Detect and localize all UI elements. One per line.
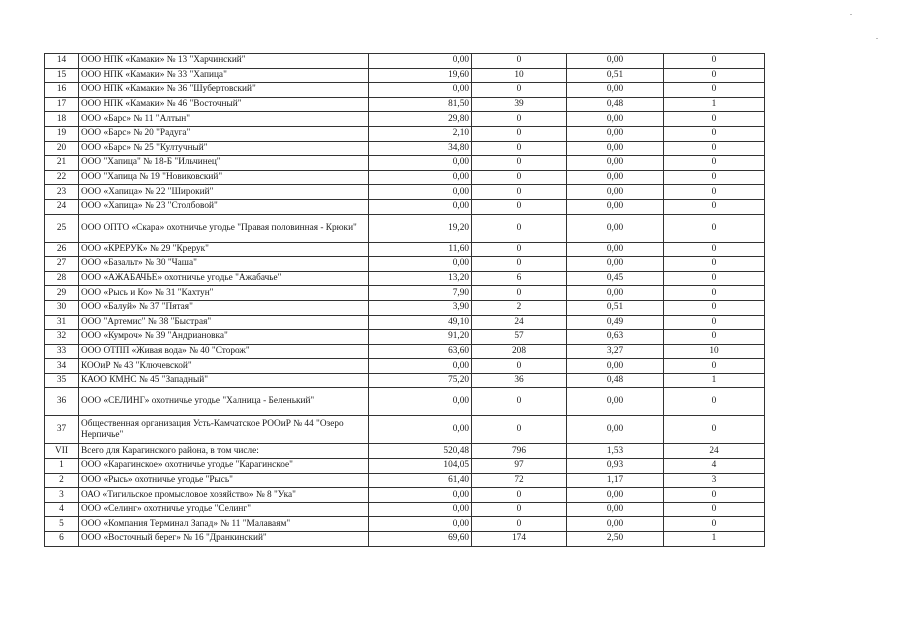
row-value-density: 0,00: [567, 83, 664, 98]
row-number: 20: [45, 141, 79, 156]
row-number: 19: [45, 126, 79, 141]
row-organization: КАОО КМНС № 45 "Западный": [79, 373, 369, 388]
row-value-count: 2: [472, 300, 567, 315]
row-organization: ООО «Барс» № 11 "Алтын": [79, 112, 369, 127]
row-value-quota: 0: [664, 242, 765, 257]
row-number: 31: [45, 315, 79, 330]
row-organization: ООО «КРЕРУК» № 29 "Крерук": [79, 242, 369, 257]
table-row: [45, 300, 765, 315]
row-number: 15: [45, 68, 79, 83]
row-number: 2: [45, 473, 79, 488]
row-value-count: 0: [472, 170, 567, 185]
row-value-quota: 0: [664, 83, 765, 98]
row-value-quota: 0: [664, 388, 765, 416]
row-value-quota: 4: [664, 459, 765, 474]
row-value-density: 0,00: [567, 517, 664, 532]
row-value-quota: 0: [664, 359, 765, 374]
row-number: 25: [45, 214, 79, 242]
row-organization: ООО «Хапица» № 22 "Широкий": [79, 185, 369, 200]
row-value-quota: 1: [664, 373, 765, 388]
row-value-quota: 0: [664, 330, 765, 345]
row-value-area: 0,00: [369, 185, 472, 200]
row-value-density: 0,00: [567, 286, 664, 301]
table-row: [45, 488, 765, 503]
table-row: [45, 330, 765, 345]
row-value-density: 0,00: [567, 141, 664, 156]
row-value-area: 34,80: [369, 141, 472, 156]
row-value-count: 208: [472, 344, 567, 359]
row-value-count: 0: [472, 199, 567, 214]
row-value-area: 75,20: [369, 373, 472, 388]
table-row: [45, 416, 765, 444]
row-number: 32: [45, 330, 79, 345]
row-value-quota: 0: [664, 54, 765, 69]
row-organization: ООО "Артемис" № 38 "Быстрая": [79, 315, 369, 330]
row-value-density: 0,00: [567, 416, 664, 444]
table-row: [45, 54, 765, 69]
row-value-area: 61,40: [369, 473, 472, 488]
row-value-area: 11,60: [369, 242, 472, 257]
row-value-area: 520,48: [369, 444, 472, 459]
row-value-count: 0: [472, 388, 567, 416]
row-value-density: 0,00: [567, 156, 664, 171]
row-organization: ООО «Рысь» охотничье угодье "Рысь": [79, 473, 369, 488]
row-value-density: 0,49: [567, 315, 664, 330]
row-number: 37: [45, 416, 79, 444]
row-value-density: 0,48: [567, 373, 664, 388]
row-value-area: 0,00: [369, 199, 472, 214]
row-number: 3: [45, 488, 79, 503]
row-number: 23: [45, 185, 79, 200]
row-value-density: 0,51: [567, 300, 664, 315]
row-value-density: 0,00: [567, 502, 664, 517]
row-number: 29: [45, 286, 79, 301]
row-value-density: 0,00: [567, 185, 664, 200]
row-value-count: 36: [472, 373, 567, 388]
row-value-count: 57: [472, 330, 567, 345]
row-value-area: 0,00: [369, 488, 472, 503]
row-value-density: 0,00: [567, 54, 664, 69]
table-row: [45, 388, 765, 416]
row-value-area: 49,10: [369, 315, 472, 330]
row-value-density: 0,63: [567, 330, 664, 345]
row-value-count: 0: [472, 517, 567, 532]
row-number: 36: [45, 388, 79, 416]
row-value-count: 0: [472, 286, 567, 301]
row-value-area: 19,60: [369, 68, 472, 83]
row-number: 1: [45, 459, 79, 474]
row-value-area: 104,05: [369, 459, 472, 474]
row-value-area: 0,00: [369, 388, 472, 416]
row-value-count: 0: [472, 54, 567, 69]
row-organization: ООО «СЕЛИНГ» охотничье угодье "Халница - Беленький": [79, 388, 369, 416]
row-value-count: 0: [472, 257, 567, 272]
row-number: 5: [45, 517, 79, 532]
row-value-density: 0,00: [567, 112, 664, 127]
row-value-count: 0: [472, 83, 567, 98]
row-number: 30: [45, 300, 79, 315]
table-row: [45, 170, 765, 185]
row-value-count: 0: [472, 214, 567, 242]
row-organization: ООО "Хапица № 19 "Новиковский": [79, 170, 369, 185]
row-value-quota: 0: [664, 199, 765, 214]
row-value-quota: 0: [664, 315, 765, 330]
row-value-quota: 0: [664, 112, 765, 127]
row-organization: ООО НПК «Камаки» № 13 "Харчинский": [79, 54, 369, 69]
row-value-quota: 0: [664, 502, 765, 517]
row-organization: ООО «Селинг» охотничье угодье "Селинг": [79, 502, 369, 517]
row-value-density: 0,00: [567, 170, 664, 185]
row-value-area: 0,00: [369, 359, 472, 374]
row-value-area: 3,90: [369, 300, 472, 315]
row-organization: ООО «Балуй» № 37 "Пятая": [79, 300, 369, 315]
row-organization: ОАО «Тигильское промысловое хозяйство» № 8 "Ука": [79, 488, 369, 503]
table-row: [45, 459, 765, 474]
row-value-density: 2,50: [567, 532, 664, 547]
row-value-count: 0: [472, 488, 567, 503]
table-row: [45, 517, 765, 532]
table-row: [45, 359, 765, 374]
row-value-area: 69,60: [369, 532, 472, 547]
table-row: [45, 68, 765, 83]
row-number: 17: [45, 97, 79, 112]
row-organization: ООО «Барс» № 20 "Радуга": [79, 126, 369, 141]
row-organization: ООО «Кумроч» № 39 "Андриановка": [79, 330, 369, 345]
row-organization: Общественная организация Усть-Камчатское РООиР № 44 "Озеро Нерпичье": [79, 416, 369, 444]
row-number: 27: [45, 257, 79, 272]
row-value-density: 1,17: [567, 473, 664, 488]
row-value-quota: 0: [664, 286, 765, 301]
row-value-density: 1,53: [567, 444, 664, 459]
row-organization: ООО «Базальт» № 30 "Чаша": [79, 257, 369, 272]
row-value-area: 19,20: [369, 214, 472, 242]
row-value-count: 0: [472, 502, 567, 517]
table-row: [45, 83, 765, 98]
row-value-density: 0,00: [567, 242, 664, 257]
row-value-density: 0,00: [567, 488, 664, 503]
row-value-area: 81,50: [369, 97, 472, 112]
table-body: [45, 54, 765, 547]
row-number: 34: [45, 359, 79, 374]
row-value-area: 0,00: [369, 257, 472, 272]
row-value-quota: 0: [664, 300, 765, 315]
row-organization: ООО НПК «Камаки» № 33 "Хапица": [79, 68, 369, 83]
row-value-count: 72: [472, 473, 567, 488]
row-value-count: 0: [472, 359, 567, 374]
row-number: 4: [45, 502, 79, 517]
row-value-density: 0,00: [567, 257, 664, 272]
row-value-area: 13,20: [369, 271, 472, 286]
row-value-density: 0,00: [567, 214, 664, 242]
table-row: [45, 112, 765, 127]
row-value-density: 0,45: [567, 271, 664, 286]
row-value-area: 7,90: [369, 286, 472, 301]
row-value-quota: 0: [664, 68, 765, 83]
row-value-count: 0: [472, 416, 567, 444]
row-value-area: 29,80: [369, 112, 472, 127]
row-value-count: 97: [472, 459, 567, 474]
row-organization: ООО «Компания Терминал Запад» № 11 "Малаваям": [79, 517, 369, 532]
row-number: 35: [45, 373, 79, 388]
row-value-density: 0,93: [567, 459, 664, 474]
row-value-count: 0: [472, 141, 567, 156]
row-value-count: 0: [472, 156, 567, 171]
row-value-area: 63,60: [369, 344, 472, 359]
row-value-area: 91,20: [369, 330, 472, 345]
row-value-count: 10: [472, 68, 567, 83]
row-value-density: 0,48: [567, 97, 664, 112]
table-row: [45, 344, 765, 359]
row-value-quota: 0: [664, 214, 765, 242]
data-table: [44, 53, 765, 547]
row-number: 14: [45, 54, 79, 69]
row-value-density: 0,00: [567, 126, 664, 141]
table-row: [45, 257, 765, 272]
row-value-density: 0,51: [567, 68, 664, 83]
row-value-quota: 0: [664, 156, 765, 171]
row-organization: ООО «Барс» № 25 "Култучный": [79, 141, 369, 156]
row-organization: ООО «Рысь и Ко» № 31 "Кахтун": [79, 286, 369, 301]
row-value-count: 0: [472, 185, 567, 200]
row-organization: ООО НПК «Камаки» № 36 "Шубертовский": [79, 83, 369, 98]
table-row: [45, 315, 765, 330]
table-row: [45, 373, 765, 388]
row-value-density: 0,00: [567, 388, 664, 416]
row-number: 16: [45, 83, 79, 98]
table-row: [45, 199, 765, 214]
table-row: [45, 502, 765, 517]
table-row: [45, 271, 765, 286]
row-organization: ООО «Карагинское» охотничье угодье "Карагинское": [79, 459, 369, 474]
row-value-area: 0,00: [369, 170, 472, 185]
row-number: 18: [45, 112, 79, 127]
row-value-quota: 24: [664, 444, 765, 459]
row-organization: ООО «Восточный берег» № 16 "Дранкинский": [79, 532, 369, 547]
table-row: [45, 141, 765, 156]
row-value-count: 24: [472, 315, 567, 330]
row-organization: КООиР № 43 "Ключевской": [79, 359, 369, 374]
row-organization: ООО «АЖАБАЧЬЕ» охотничье угодье "Ажабачье": [79, 271, 369, 286]
table-row: [45, 214, 765, 242]
row-organization: Всего для Карагинского района, в том числе:: [79, 444, 369, 459]
table-row: [45, 532, 765, 547]
row-value-quota: 0: [664, 488, 765, 503]
row-number: 21: [45, 156, 79, 171]
table-row: [45, 156, 765, 171]
row-value-quota: 0: [664, 126, 765, 141]
row-number: 24: [45, 199, 79, 214]
scan-speck: [876, 38, 878, 39]
row-organization: ООО ОПТО «Скара» охотничье угодье "Правая половинная - Крюки": [79, 214, 369, 242]
row-value-area: 0,00: [369, 54, 472, 69]
table-row: [45, 185, 765, 200]
row-value-quota: 1: [664, 97, 765, 112]
row-value-count: 174: [472, 532, 567, 547]
row-value-quota: 0: [664, 517, 765, 532]
table-row: [45, 473, 765, 488]
row-number: 28: [45, 271, 79, 286]
row-value-area: 0,00: [369, 156, 472, 171]
table-row: [45, 126, 765, 141]
row-number: 33: [45, 344, 79, 359]
row-number: 6: [45, 532, 79, 547]
row-organization: ООО «Хапица» № 23 "Столбовой": [79, 199, 369, 214]
row-value-area: 0,00: [369, 517, 472, 532]
table-row: [45, 242, 765, 257]
row-value-quota: 1: [664, 532, 765, 547]
row-value-quota: 0: [664, 185, 765, 200]
row-value-count: 6: [472, 271, 567, 286]
table-row: [45, 444, 765, 459]
row-value-count: 796: [472, 444, 567, 459]
row-value-count: 0: [472, 112, 567, 127]
row-organization: ООО ОТПП «Живая вода» № 40 "Сторож": [79, 344, 369, 359]
row-number: VII: [45, 444, 79, 459]
row-organization: ООО НПК «Камаки» № 46 "Восточный": [79, 97, 369, 112]
row-number: 26: [45, 242, 79, 257]
row-value-quota: 3: [664, 473, 765, 488]
row-value-quota: 0: [664, 271, 765, 286]
row-value-count: 39: [472, 97, 567, 112]
row-value-quota: 10: [664, 344, 765, 359]
row-value-density: 3,27: [567, 344, 664, 359]
row-value-area: 2,10: [369, 126, 472, 141]
row-value-density: 0,00: [567, 199, 664, 214]
row-value-quota: 0: [664, 416, 765, 444]
row-organization: ООО "Хапица" № 18-Б "Ильчинец": [79, 156, 369, 171]
scan-speck: [850, 14, 852, 15]
row-value-area: 0,00: [369, 502, 472, 517]
table-row: [45, 286, 765, 301]
row-number: 22: [45, 170, 79, 185]
row-value-count: 0: [472, 126, 567, 141]
row-value-count: 0: [472, 242, 567, 257]
row-value-area: 0,00: [369, 83, 472, 98]
row-value-area: 0,00: [369, 416, 472, 444]
row-value-density: 0,00: [567, 359, 664, 374]
table-row: [45, 97, 765, 112]
row-value-quota: 0: [664, 170, 765, 185]
row-value-quota: 0: [664, 141, 765, 156]
row-value-quota: 0: [664, 257, 765, 272]
